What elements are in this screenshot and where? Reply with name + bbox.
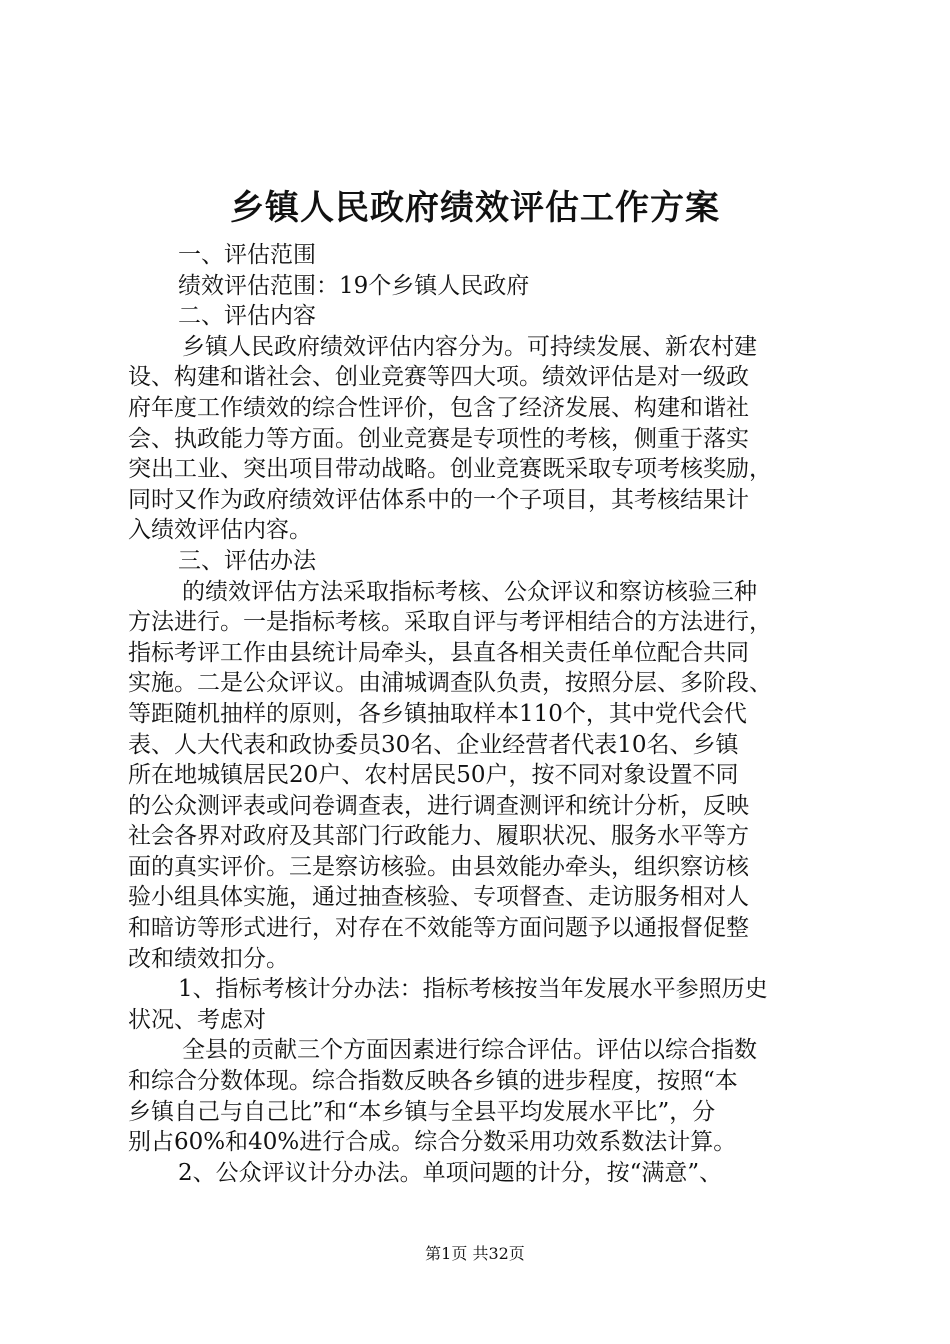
text-line: 设、构建和谐社会、创业竞赛等四大项。绩效评估是对一级政 <box>128 364 749 391</box>
paragraph-first-line: 的绩效评估方法采取指标考核、公众评议和察访核验三种 <box>182 578 757 605</box>
paragraph-first-line: 2、公众评议计分办法。单项问题的计分，按“满意”、 <box>178 1159 723 1186</box>
text-line: 社会各界对政府及其部门行政能力、履职状况、服务水平等方 <box>128 823 749 850</box>
page-number-footer: 第1页 共32页 <box>425 1244 525 1263</box>
text-line: 入绩效评估内容。 <box>128 517 312 544</box>
text-line: 同时又作为政府绩效评估体系中的一个子项目，其考核结果计 <box>128 486 749 513</box>
text-line: 乡镇自己与自己比”和“本乡镇与全县平均发展水平比”，分 <box>128 1098 716 1125</box>
section-heading: 三、评估办法 <box>178 547 316 574</box>
text-line: 表、人大代表和政协委员30名、企业经营者代表10名、乡镇 <box>128 731 739 758</box>
text-line: 方法进行。一是指标考核。采取自评与考评相结合的方法进行， <box>128 609 772 636</box>
section-heading: 二、评估内容 <box>178 303 316 330</box>
text-line: 绩效评估范围：19个乡镇人民政府 <box>178 272 530 299</box>
paragraph-first-line: 1、指标考核计分办法：指标考核按当年发展水平参照历史 <box>178 976 768 1003</box>
paragraph-first-line: 全县的贡献三个方面因素进行综合评估。评估以综合指数 <box>182 1037 757 1064</box>
paragraph-first-line: 乡镇人民政府绩效评估内容分为。可持续发展、新农村建 <box>182 333 757 360</box>
text-line: 改和绩效扣分。 <box>128 945 289 972</box>
text-line: 和暗访等形式进行，对存在不效能等方面问题予以通报督促整 <box>128 915 749 942</box>
text-line: 别占60%和40%进行合成。综合分数采用功效系数法计算。 <box>128 1129 737 1156</box>
text-line: 突出工业、突出项目带动战略。创业竞赛既采取专项考核奖励， <box>128 456 772 483</box>
text-line: 面的真实评价。三是察访核验。由县效能办牵头，组织察访核 <box>128 853 749 880</box>
text-line: 实施。二是公众评议。由浦城调查队负责，按照分层、多阶段、 <box>128 670 772 697</box>
text-line: 会、执政能力等方面。创业竞赛是专项性的考核，侧重于落实 <box>128 425 749 452</box>
section-heading: 一、评估范围 <box>178 242 316 268</box>
text-line: 府年度工作绩效的综合性评价，包含了经济发展、构建和谐社 <box>128 394 749 421</box>
text-line: 的公众测评表或问卷调查表，进行调查测评和统计分析，反映 <box>128 792 749 819</box>
text-line: 所在地城镇居民20户、农村居民50户，按不同对象设置不同 <box>128 762 739 789</box>
document-body <box>128 240 832 1188</box>
text-line: 等距随机抽样的原则，各乡镇抽取样本110个，其中党代会代 <box>128 700 747 727</box>
text-line: 指标考评工作由县统计局牵头，县直各相关责任单位配合共同 <box>128 639 749 666</box>
text-line: 状况、考虑对 <box>128 1006 266 1033</box>
text-line: 验小组具体实施，通过抽查核验、专项督查、走访服务相对人 <box>128 884 749 911</box>
document-title: 乡镇人民政府绩效评估工作方案 <box>230 188 720 228</box>
text-line: 和综合分数体现。综合指数反映各乡镇的进步程度，按照“本 <box>128 1068 738 1095</box>
